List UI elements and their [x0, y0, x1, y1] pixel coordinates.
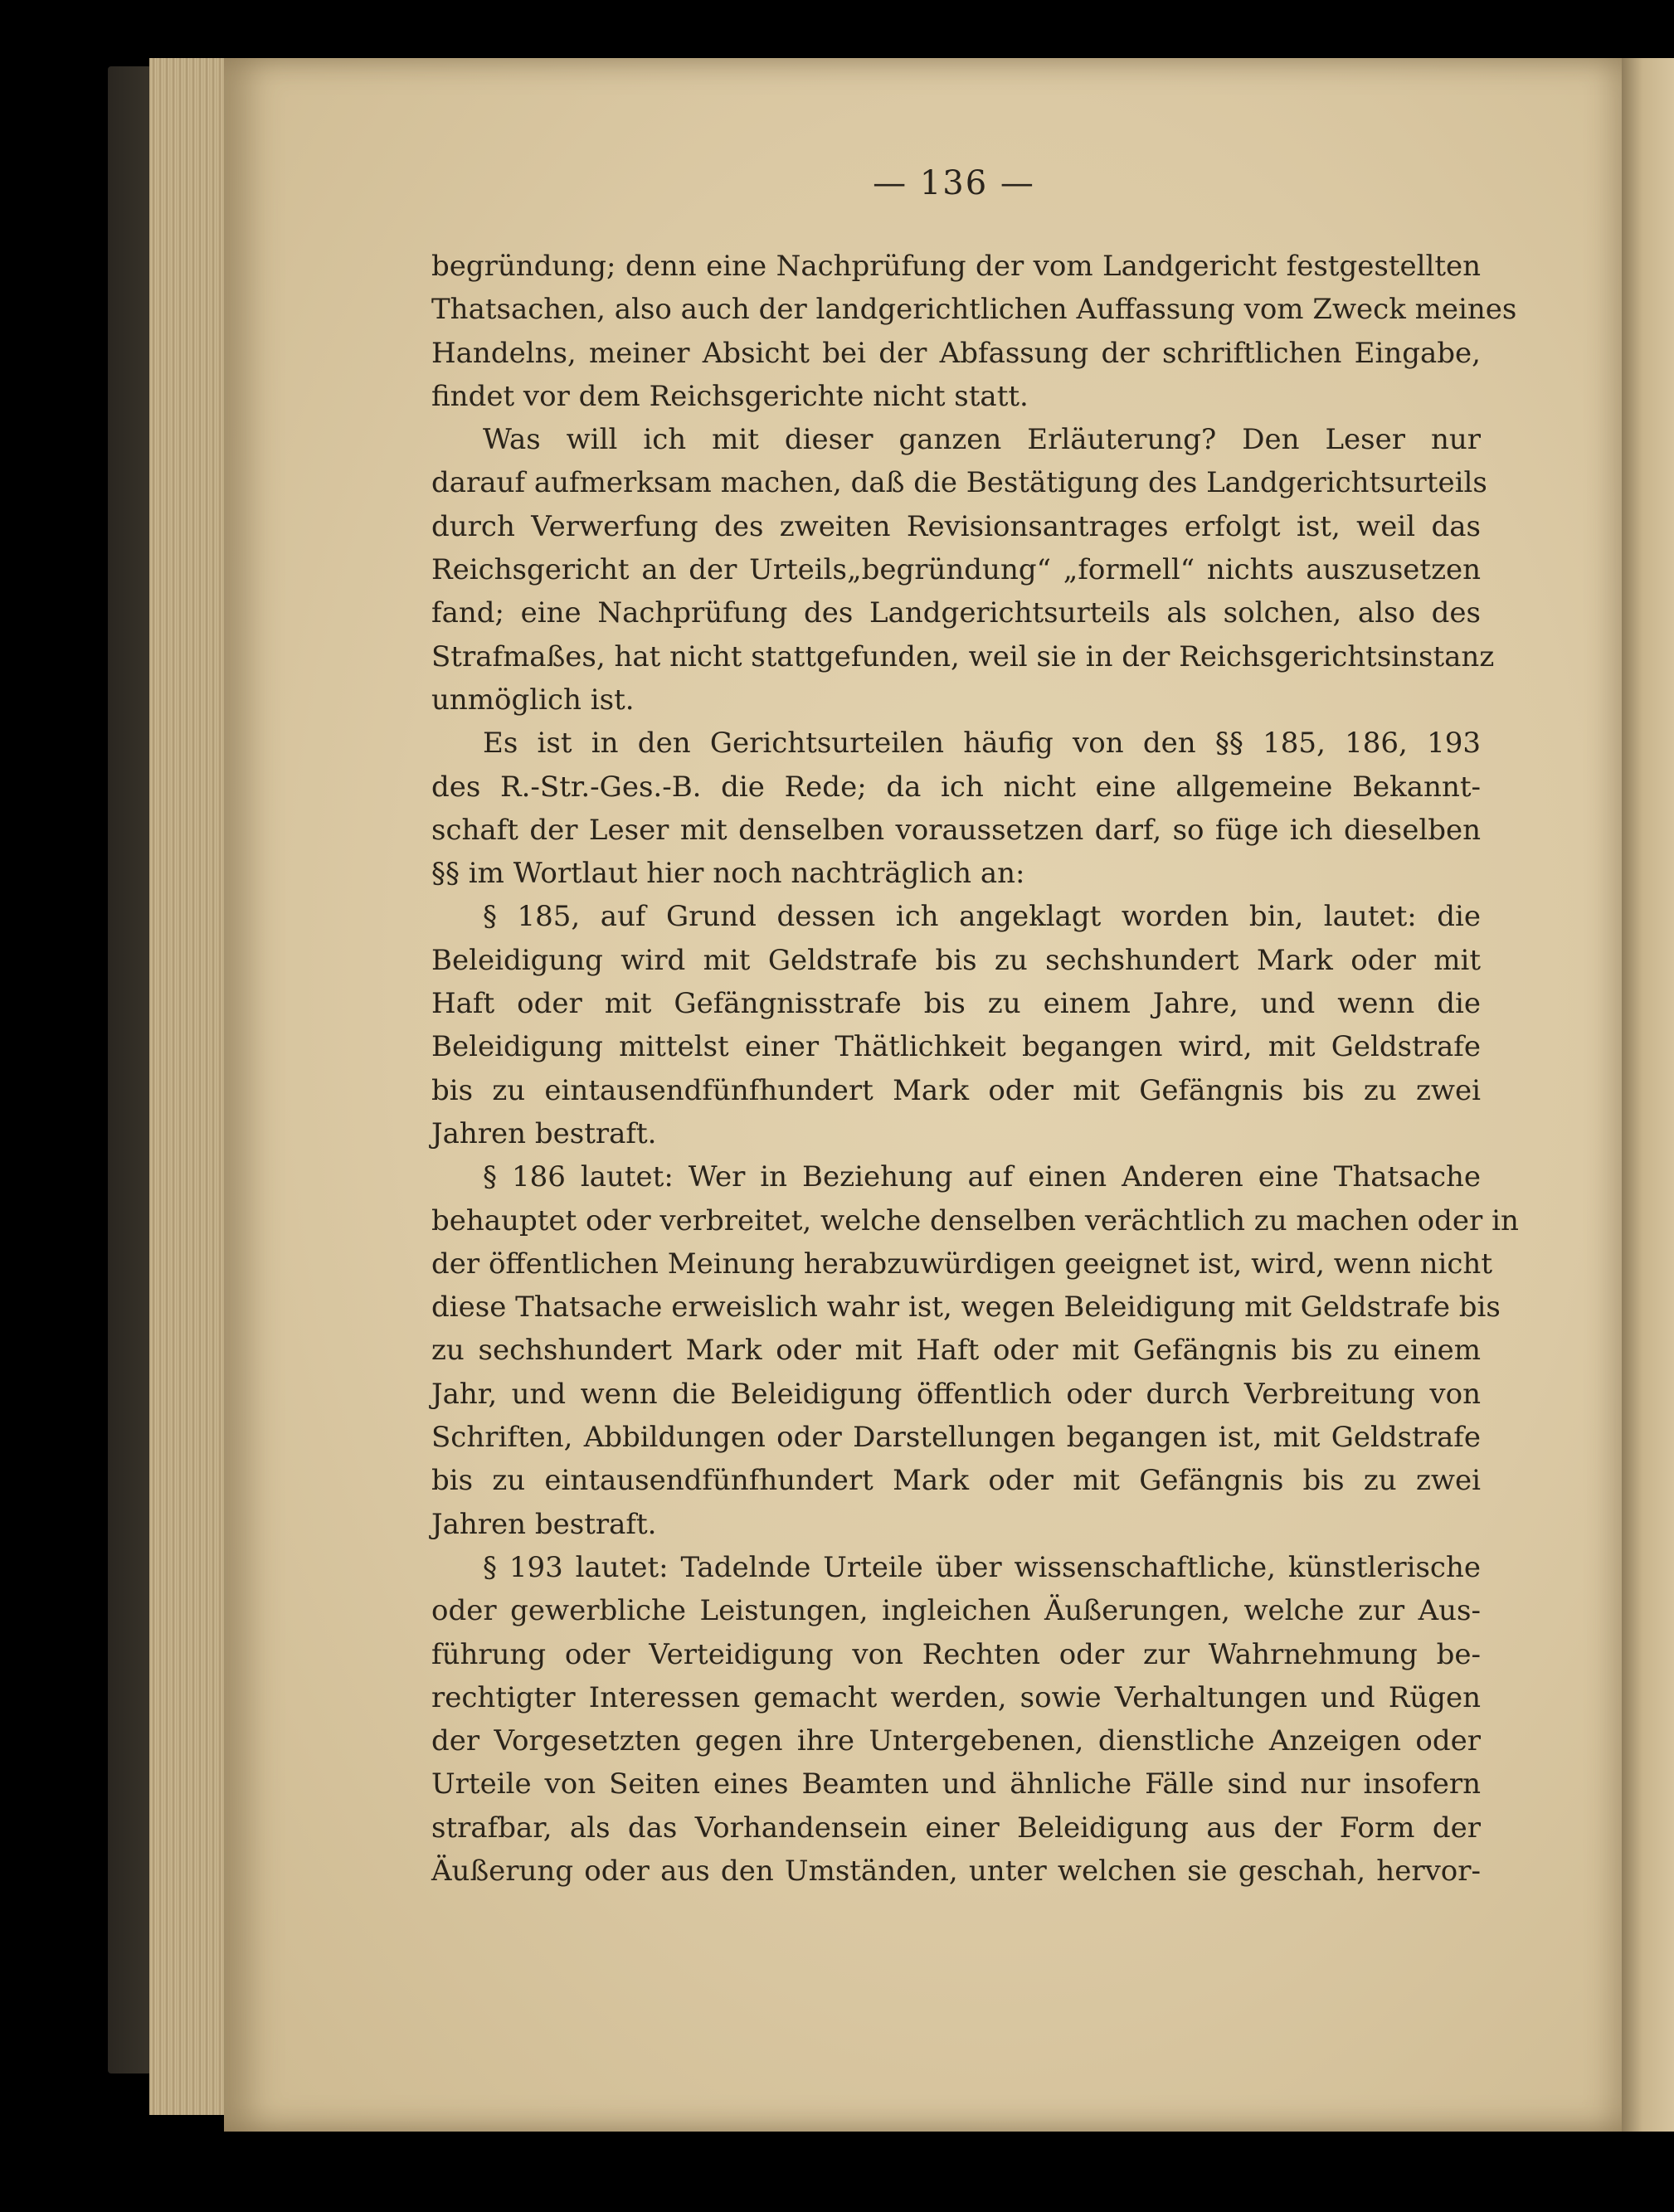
text-line: darauf aufmerksam machen, daß die Bestätigung des Landgerichtsurteils [431, 466, 1487, 500]
text-line: Handelns, meiner Absicht bei der Abfassung der schriftlichen Eingabe, [431, 336, 1481, 370]
text-line: oder gewerbliche Leistungen, ingleichen Äußerungen, welche zur Aus- [431, 1594, 1481, 1628]
text-line: der Vorgesetzten gegen ihre Untergebenen, dienstliche Anzeigen oder [431, 1724, 1481, 1758]
text-line: bis zu eintausendfünfhundert Mark oder mit Gefängnis bis zu zwei [431, 1073, 1481, 1107]
text-line: Äußerung oder aus den Umständen, unter welchen sie geschah, hervor- [431, 1854, 1481, 1888]
text-line: begründung; denn eine Nachprüfung der vom Landgericht festgestellten [431, 250, 1481, 283]
text-line: unmöglich ist. [431, 683, 635, 717]
text-line: Beleidigung wird mit Geldstrafe bis zu sechshundert Mark oder mit [431, 943, 1481, 977]
page-text [431, 245, 1519, 1893]
text-line: §§ im Wortlaut hier noch nachträglich an: [431, 857, 1025, 891]
next-page-edge [1622, 58, 1674, 2132]
text-line: rechtigter Interessen gemacht werden, sowie Verhaltungen und Rügen [431, 1680, 1481, 1714]
text-line: zu sechshundert Mark oder mit Haft oder mit Gefängnis bis zu einem [431, 1334, 1481, 1368]
text-line: des R.-Str.-Ges.-B. die Rede; da ich nicht eine allgemeine Bekannt- [431, 770, 1481, 804]
text-line: Jahr, und wenn die Beleidigung öffentlich oder durch Verbreitung von [431, 1377, 1481, 1411]
text-line: § 185, auf Grund dessen ich angeklagt worden bin, lautet: die [483, 900, 1481, 934]
text-line: Beleidigung mittelst einer Thätlichkeit begangen wird, mit Geldstrafe [431, 1030, 1481, 1064]
text-line: fand; eine Nachprüfung des Landgerichtsurteils als solchen, also des [431, 596, 1481, 630]
text-line: Schriften, Abbildungen oder Darstellungen begangen ist, mit Geldstrafe [431, 1421, 1481, 1455]
text-line: bis zu eintausendfünfhundert Mark oder mit Gefängnis bis zu zwei [431, 1464, 1481, 1498]
text-line: Reichsgericht an der Urteils„begründung“ „formell“ nichts auszusetzen [431, 553, 1481, 587]
text-line: Was will ich mit dieser ganzen Erläuterung? Den Leser nur [483, 423, 1481, 457]
text-line: Haft oder mit Gefängnisstrafe bis zu einem Jahre, und wenn die [431, 987, 1481, 1021]
text-line: diese Thatsache erweislich wahr ist, wegen Beleidigung mit Geldstrafe bis [431, 1291, 1501, 1325]
text-line: der öffentlichen Meinung herabzuwürdigen geeignet ist, wird, wenn nicht [431, 1247, 1492, 1281]
text-line: findet vor dem Reichsgerichte nicht statt. [431, 379, 1029, 413]
text-line: strafbar, als das Vorhandensein einer Beleidigung aus der Form der [431, 1811, 1481, 1845]
text-line: Jahren bestraft. [431, 1116, 657, 1150]
text-line: Urteile von Seiten eines Beamten und ähnliche Fälle sind nur insofern [431, 1767, 1481, 1801]
text-line: schaft der Leser mit denselben voraussetzen darf, so füge ich dieselben [431, 813, 1481, 847]
text-line: Jahren bestraft. [431, 1507, 657, 1541]
text-line: Strafmaßes, hat nicht stattgefunden, weil sie in der Reichsgerichtsinstanz [431, 639, 1495, 673]
page-number: — 136 — [873, 164, 1035, 202]
text-line: § 186 lautet: Wer in Beziehung auf einen Anderen eine Thatsache [483, 1160, 1481, 1194]
text-line: durch Verwerfung des zweiten Revisionsantrages erfolgt ist, weil das [431, 509, 1481, 543]
text-line: § 193 lautet: Tadelnde Urteile über wissenschaftliche, künstlerische [483, 1550, 1481, 1584]
text-line: Es ist in den Gerichtsurteilen häufig von den §§ 185, 186, 193 [483, 727, 1481, 761]
text-line: Thatsachen, also auch der landgerichtlichen Auffassung vom Zweck meines [431, 293, 1517, 327]
text-line: behauptet oder verbreitet, welche denselben verächtlich zu machen oder in [431, 1203, 1519, 1237]
text-line: führung oder Verteidigung von Rechten oder zur Wahrnehmung be- [431, 1637, 1481, 1671]
